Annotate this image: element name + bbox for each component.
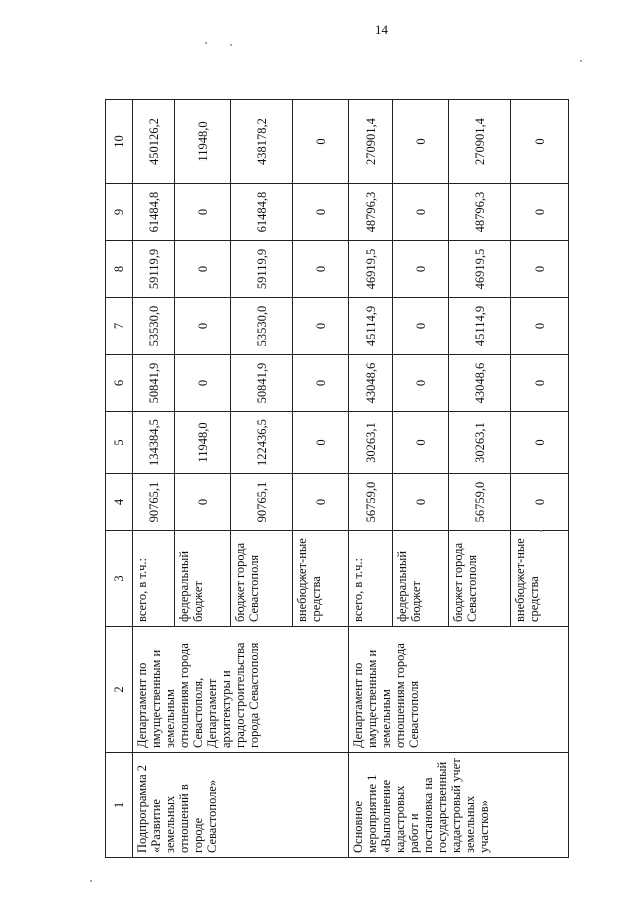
value-cell: 90765,1 — [133, 474, 175, 531]
header-cell: 8 — [106, 241, 133, 298]
value-cell: 46919,5 — [449, 241, 511, 298]
source-cell: внебюджет-ные средства — [293, 531, 349, 627]
executor-cell: Департамент по имущественным и земельным отношениям города Севастополя, Департамент архитектуры и градостроительства города Севастополя — [133, 627, 349, 753]
value-cell: 0 — [511, 412, 569, 474]
value-cell: 438178,2 — [231, 100, 293, 184]
value-cell: 0 — [511, 474, 569, 531]
value-cell: 53530,0 — [231, 298, 293, 355]
value-cell: 134384,5 — [133, 412, 175, 474]
value-cell: 0 — [175, 355, 231, 412]
value-cell: 53530,0 — [133, 298, 175, 355]
scan-speck — [90, 880, 92, 882]
table-row — [133, 100, 175, 858]
source-cell: всего, в т.ч.: — [349, 531, 393, 627]
table-row — [349, 100, 393, 858]
value-cell: 30263,1 — [449, 412, 511, 474]
header-cell: 4 — [106, 474, 133, 531]
value-cell: 0 — [393, 241, 449, 298]
value-cell: 270901,4 — [349, 100, 393, 184]
source-cell: федеральный бюджет — [175, 531, 231, 627]
value-cell: 11948,0 — [175, 100, 231, 184]
value-cell: 270901,4 — [449, 100, 511, 184]
value-cell: 122436,5 — [231, 412, 293, 474]
rotated-table-wrapper — [105, 100, 564, 858]
value-cell: 450126,2 — [133, 100, 175, 184]
value-cell: 0 — [293, 355, 349, 412]
value-cell: 0 — [293, 412, 349, 474]
value-cell: 59119,9 — [133, 241, 175, 298]
value-cell: 48796,3 — [349, 184, 393, 241]
value-cell: 0 — [511, 100, 569, 184]
source-cell: всего, в т.ч.: — [133, 531, 175, 627]
value-cell: 0 — [293, 184, 349, 241]
value-cell: 45114,9 — [349, 298, 393, 355]
header-cell: 2 — [106, 627, 133, 753]
scan-speck — [205, 42, 207, 44]
value-cell: 0 — [511, 241, 569, 298]
value-cell: 0 — [393, 100, 449, 184]
value-cell: 43048,6 — [349, 355, 393, 412]
value-cell: 0 — [175, 184, 231, 241]
value-cell: 50841,9 — [133, 355, 175, 412]
value-cell: 0 — [293, 298, 349, 355]
source-cell: федеральный бюджет — [393, 531, 449, 627]
value-cell: 56759,0 — [449, 474, 511, 531]
value-cell: 0 — [393, 298, 449, 355]
value-cell: 11948,0 — [175, 412, 231, 474]
value-cell: 43048,6 — [449, 355, 511, 412]
program-name-cell: Подпрограмма 2 «Развитие земельных отношений в городе Севастополе» — [133, 753, 349, 858]
header-cell: 10 — [106, 100, 133, 184]
value-cell: 30263,1 — [349, 412, 393, 474]
value-cell: 0 — [511, 298, 569, 355]
source-cell: бюджет города Севастополя — [231, 531, 293, 627]
program-name-cell: Основное мероприятие 1 «Выполнение кадастровых работ и постановка на государственный кадастровый учет земельных участков» — [349, 753, 569, 858]
value-cell: 0 — [393, 184, 449, 241]
scan-speck — [230, 44, 232, 46]
value-cell: 61484,8 — [133, 184, 175, 241]
value-cell: 0 — [393, 355, 449, 412]
header-cell: 3 — [106, 531, 133, 627]
header-cell: 5 — [106, 412, 133, 474]
page-number: 14 — [375, 22, 388, 37]
header-cell: 9 — [106, 184, 133, 241]
value-cell: 0 — [293, 474, 349, 531]
value-cell: 59119,9 — [231, 241, 293, 298]
value-cell: 0 — [293, 100, 349, 184]
value-cell: 61484,8 — [231, 184, 293, 241]
value-cell: 0 — [175, 474, 231, 531]
executor-cell: Департамент по имущественным и земельным отношениям города Севастополя — [349, 627, 569, 753]
value-cell: 0 — [393, 474, 449, 531]
value-cell: 0 — [175, 241, 231, 298]
scan-speck — [580, 60, 582, 62]
scan-speck — [540, 530, 542, 532]
value-cell: 50841,9 — [231, 355, 293, 412]
value-cell: 45114,9 — [449, 298, 511, 355]
value-cell: 90765,1 — [231, 474, 293, 531]
value-cell: 46919,5 — [349, 241, 393, 298]
header-cell: 1 — [106, 753, 133, 858]
header-cell: 7 — [106, 298, 133, 355]
value-cell: 56759,0 — [349, 474, 393, 531]
header-cell: 6 — [106, 355, 133, 412]
source-cell: бюджет города Севастополя — [449, 531, 511, 627]
funding-table — [105, 99, 569, 858]
value-cell: 0 — [293, 241, 349, 298]
value-cell: 0 — [393, 412, 449, 474]
source-cell: внебюджет-ные средства — [511, 531, 569, 627]
value-cell: 48796,3 — [449, 184, 511, 241]
header-row — [106, 100, 133, 858]
value-cell: 0 — [175, 298, 231, 355]
value-cell: 0 — [511, 355, 569, 412]
value-cell: 0 — [511, 184, 569, 241]
